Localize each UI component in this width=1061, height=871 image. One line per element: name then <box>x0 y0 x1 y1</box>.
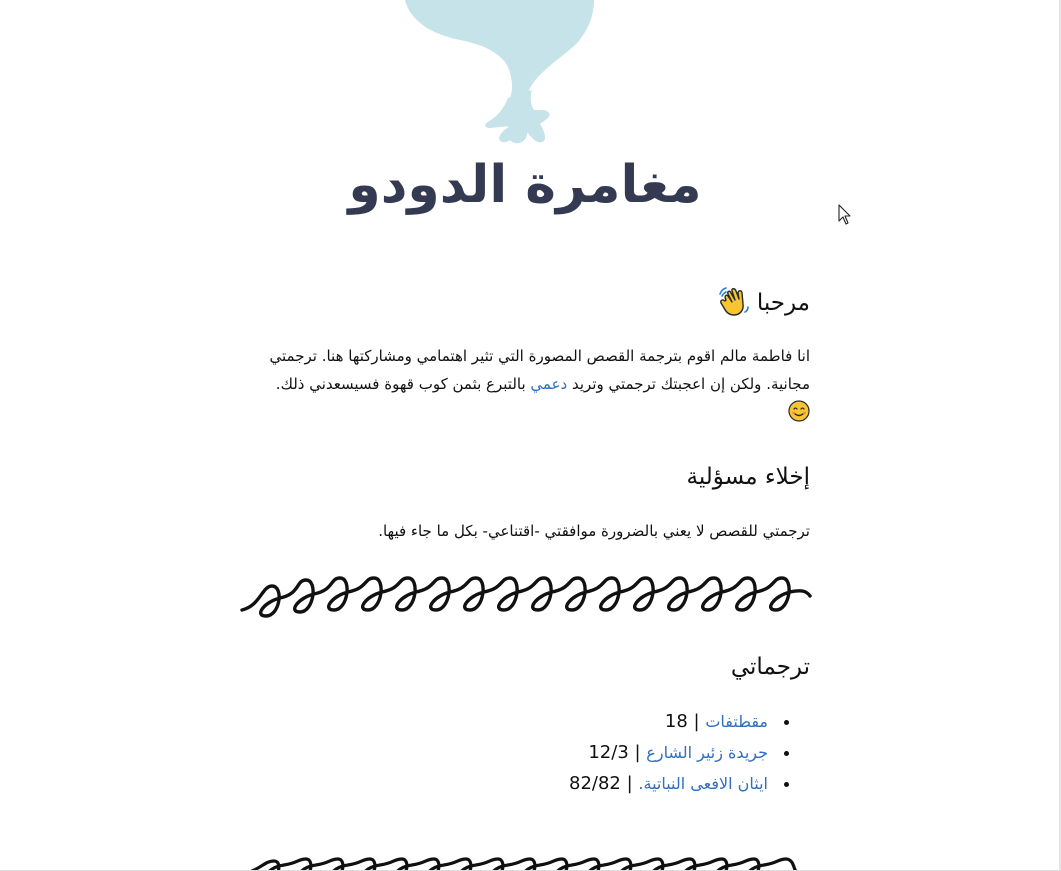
translations-list <box>569 706 810 799</box>
intro-text-2: بالتبرع بثمن كوب قهوة فسيسعدني ذلك. <box>275 375 531 393</box>
item-count: 82/82 <box>569 773 621 794</box>
translations-heading: ترجماتي <box>730 654 810 680</box>
disclaimer-text: ترجمتي للقصص لا يعني بالضرورة موافقتي -اقتناعي- بكل ما جاء فيها. <box>378 522 810 540</box>
welcome-heading <box>710 286 811 320</box>
translation-link-2[interactable]: جريدة زئير الشارع <box>646 743 768 762</box>
smiling-face-icon <box>788 400 810 422</box>
squiggle-divider <box>240 572 812 622</box>
intro-text-1: انا فاطمة مالم اقوم بترجمة القصص المصورة التي تثير اهتمامي ومشاركتها هنا. ترجمتي مجانية. ولكن إن اعجبتك ترجمتي وتريد <box>269 347 810 393</box>
translation-link-3[interactable]: ايثان الافعى النباتية. <box>638 774 768 793</box>
item-count: 12/3 <box>588 742 629 763</box>
item-separator: | <box>628 742 647 763</box>
site-logo-title[interactable]: مغامرة الدودو <box>348 155 702 215</box>
list-item <box>569 768 772 799</box>
item-separator: | <box>620 773 639 794</box>
translation-link-1[interactable]: مقطتفات <box>705 712 768 731</box>
welcome-heading-text: مرحبا <box>756 290 810 316</box>
squiggle-divider-bottom <box>250 853 798 871</box>
waving-hand-icon <box>718 286 750 318</box>
dodo-bird-logo-icon <box>380 0 610 150</box>
support-link[interactable]: دعمي <box>530 375 568 393</box>
item-separator: | <box>687 711 706 732</box>
disclaimer-heading: إخلاء مسؤلية <box>686 464 810 490</box>
intro-paragraph <box>240 342 810 426</box>
mouse-pointer-icon <box>838 204 852 226</box>
item-count: 18 <box>664 711 688 732</box>
list-item <box>569 737 772 768</box>
list-item <box>569 706 772 737</box>
